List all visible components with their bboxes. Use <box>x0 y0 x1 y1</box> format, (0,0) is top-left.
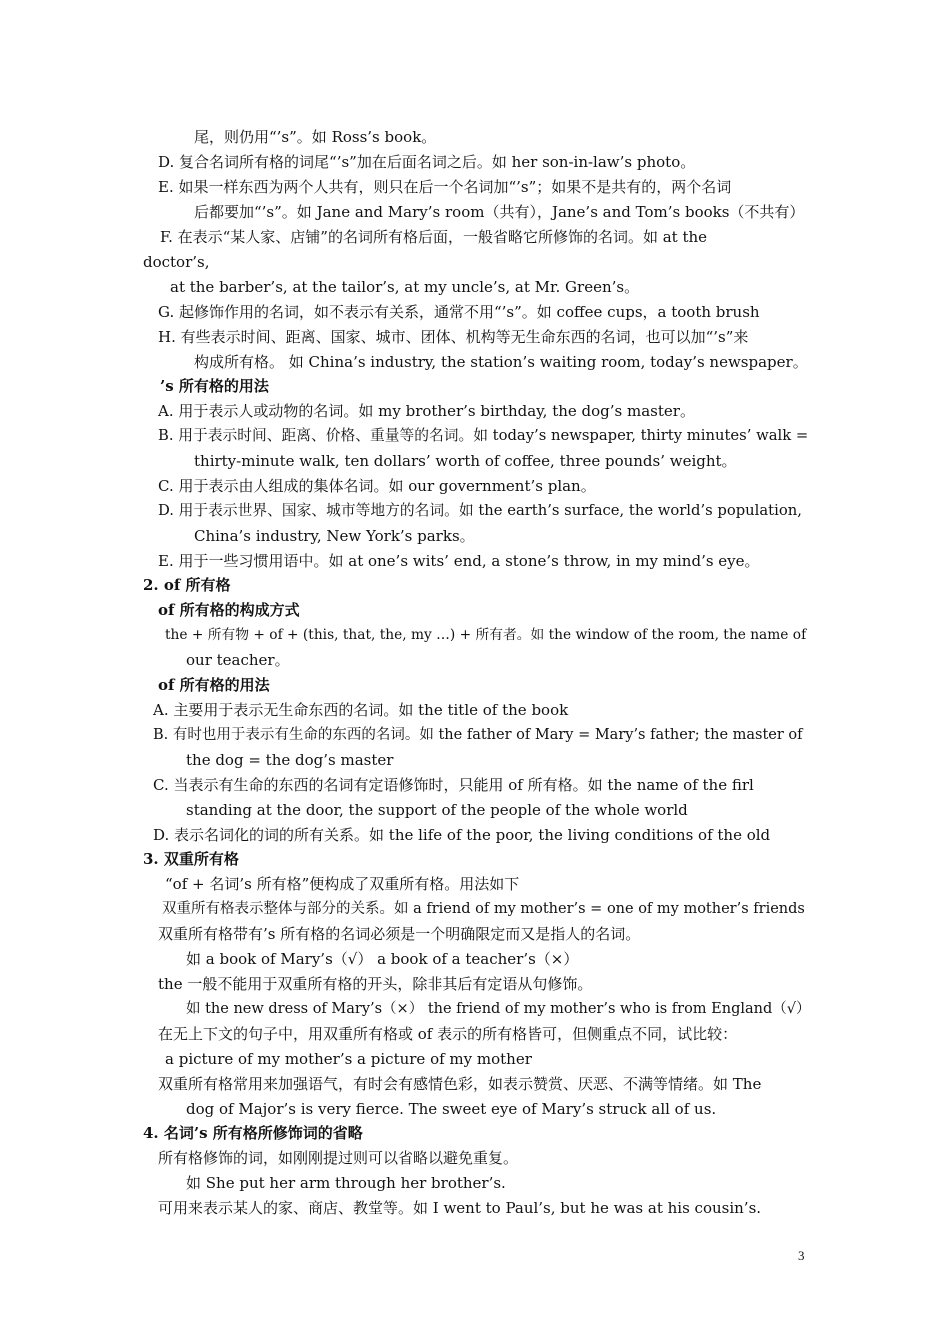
subsection-heading: of 所有格的用法 <box>158 676 270 694</box>
section-heading: 4. 名词’s 所有格所修饰词的省略 <box>143 1124 363 1142</box>
text-line: 如 She put her arm through her brother’s. <box>186 1174 506 1192</box>
text-line: E. 如果一样东西为两个人共有，则只在后一个名词加“’s”；如果不是共有的，两个名词 <box>158 178 732 196</box>
text-line: 如 the new dress of Mary’s（×） the friend of my mother’s who is from England（√） <box>186 1001 811 1017</box>
text-line: H. 有些表示时间、距离、国家、城市、团体、机构等无生命东西的名词，也可以加“’s”来 <box>158 328 749 346</box>
text-line: A. 主要用于表示无生命东西的名词。如 the title of the book <box>153 701 569 719</box>
text-line: E. 用于一些习惯用语中。如 at one’s wits’ end, a stone’s throw, in my mind’s eye。 <box>158 552 760 570</box>
text-line: 后都要加“’s”。如 Jane and Mary’s room（共有），Jane’s and Tom’s books（不共有） <box>194 203 805 221</box>
text-line: 双重所有格带有’s 所有格的名词必须是一个明确限定而又是指人的名词。 <box>158 925 641 943</box>
page-number: 3 <box>798 1248 805 1263</box>
text-line: 所有格修饰的词，如刚刚提过则可以省略以避免重复。 <box>158 1149 519 1167</box>
text-line: C. 当表示有生命的东西的名词有定语修饰时，只能用 of 所有格。如 the name of the firl <box>153 776 754 794</box>
text-line: C. 用于表示由人组成的集体名词。如 our government’s plan。 <box>158 477 596 495</box>
text-line: dog of Major’s is very fierce. The sweet eye of Mary’s struck all of us. <box>186 1100 717 1118</box>
text-line: 尾，则仍用“’s”。如 Ross’s book。 <box>194 128 437 146</box>
text-line: B. 有时也用于表示有生命的东西的名词。如 the father of Mary = Mary’s father; the master of <box>153 727 803 743</box>
text-line: our teacher。 <box>186 651 290 669</box>
text-line: a picture of my mother’s a picture of my mother <box>165 1050 532 1068</box>
text-line: B. 用于表示时间、距离、价格、重量等的名词。如 today’s newspaper, thirty minutes’ walk = <box>158 427 809 444</box>
text-line: 构成所有格。 如 China’s industry, the station’s waiting room, today’s newspaper。 <box>194 353 808 371</box>
text-line: standing at the door, the support of the people of the whole world <box>186 801 688 819</box>
section-heading: 2. of 所有格 <box>143 576 231 594</box>
text-line: F. 在表示“某人家、店铺”的名词所有格后面，一般省略它所修饰的名词。如 at the <box>160 228 708 246</box>
text-line: D. 复合名词所有格的词尾“’s”加在后面名词之后。如 her son-in-law’s photo。 <box>158 153 696 171</box>
text-line: the + 所有物 + of + (this, that, the, my …) + 所有者。如 the window of the room, the name of <box>165 627 807 643</box>
text-line: at the barber’s, at the tailor’s, at my uncle’s, at Mr. Green’s。 <box>170 278 640 296</box>
text-line: 双重所有格表示整体与部分的关系。如 a friend of my mother’s = one of my mother’s friends <box>162 901 805 917</box>
text-line: 双重所有格常用来加强语气，有时会有感情色彩，如表示赞赏、厌恶、不满等情绪。如 The <box>158 1075 762 1093</box>
text-line: D. 表示名词化的词的所有关系。如 the life of the poor, the living conditions of the old <box>153 826 771 844</box>
text-line: G. 起修饰作用的名词，如不表示有关系，通常不用“’s”。如 coffee cups，a tooth brush <box>158 303 760 321</box>
text-line: the 一般不能用于双重所有格的开头，除非其后有定语从句修饰。 <box>158 975 593 993</box>
text-line: thirty-minute walk, ten dollars’ worth of coffee, three pounds’ weight。 <box>194 452 737 470</box>
text-line: 在无上下文的句子中，用双重所有格或 of 表示的所有格皆可，但侧重点不同，试比较： <box>158 1025 738 1043</box>
text-line: the dog = the dog’s master <box>186 751 394 769</box>
text-line: 可用来表示某人的家、商店、教堂等。如 I went to Paul’s, but he was at his cousin’s. <box>158 1199 762 1217</box>
text-line: D. 用于表示世界、国家、城市等地方的名词。如 the earth’s surface, the world’s population, <box>158 502 802 519</box>
text-line: “of + 名词’s 所有格”便构成了双重所有格。用法如下 <box>165 875 520 893</box>
section-heading: 3. 双重所有格 <box>143 850 239 868</box>
text-line: doctor’s, <box>143 253 210 271</box>
subsection-heading: of 所有格的构成方式 <box>158 601 300 619</box>
text-line: A. 用于表示人或动物的名词。如 my brother’s birthday, the dog’s master。 <box>158 402 695 420</box>
section-heading: ’s 所有格的用法 <box>160 377 269 395</box>
text-line: 如 a book of Mary’s（√） a book of a teacher’s（×） <box>186 950 579 968</box>
text-line: China’s industry, New York’s parks。 <box>194 527 475 545</box>
